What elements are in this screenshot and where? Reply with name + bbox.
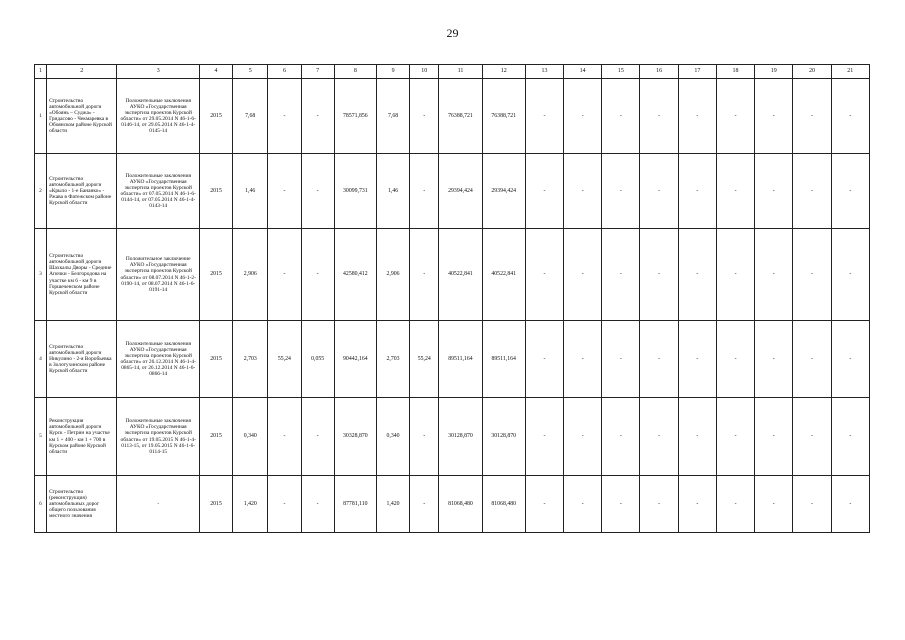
value-cell: 81068,480 bbox=[482, 476, 525, 533]
column-number-cell: 11 bbox=[439, 65, 482, 79]
value-cell: 2015 bbox=[199, 321, 232, 398]
value-cell: 0,340 bbox=[233, 398, 268, 476]
value-cell: - bbox=[564, 154, 602, 229]
expertise-conclusion-cell: - bbox=[117, 476, 199, 533]
column-number-cell: 5 bbox=[233, 65, 268, 79]
value-cell: 2,906 bbox=[233, 229, 268, 321]
expertise-conclusion-cell: Положительные заключения АУКО «Государственная экспертиза проектов Курской области» от 19.05.2015 N 46-1-4-0113-15, от 19.05.2015 N 46-1-6-0114-15 bbox=[117, 398, 199, 476]
project-name-cell: Строительство автомобильной дороги «Крыло - 1-е Бананко» - Ржава в Фатежском районе Курской области bbox=[47, 154, 117, 229]
column-number-cell: 9 bbox=[376, 65, 409, 79]
value-cell: - bbox=[793, 79, 831, 154]
value-cell: 2015 bbox=[199, 79, 232, 154]
value-cell: 2,906 bbox=[376, 229, 409, 321]
project-name-cell: Строительство автомобильной дороги «Обоянь – Суджа» - Гридасово - Чекмаревка в Обоянском районе Курской области bbox=[47, 79, 117, 154]
row-number-cell: 3 bbox=[35, 229, 47, 321]
column-number-cell: 1 bbox=[35, 65, 47, 79]
value-cell: - bbox=[602, 79, 640, 154]
expertise-conclusion-cell: Положительные заключения АУКО «Государственная экспертиза проектов Курской области» от 29.05.2014 N 46-1-6-0146-14, от 29.05.2014 N 46-1-4-0145-14 bbox=[117, 79, 199, 154]
value-cell: - bbox=[640, 79, 678, 154]
row-number-cell: 5 bbox=[35, 398, 47, 476]
value-cell: 89511,164 bbox=[482, 321, 525, 398]
value-cell: 78571,856 bbox=[334, 79, 376, 154]
value-cell: 7,68 bbox=[376, 79, 409, 154]
value-cell: - bbox=[602, 154, 640, 229]
value-cell: - bbox=[301, 79, 334, 154]
value-cell: 76388,721 bbox=[439, 79, 482, 154]
value-cell: 89511,164 bbox=[439, 321, 482, 398]
value-cell: - bbox=[678, 229, 716, 321]
value-cell: 42580,412 bbox=[334, 229, 376, 321]
value-cell: - bbox=[831, 476, 869, 533]
value-cell: 30328,870 bbox=[334, 398, 376, 476]
value-cell: 87781,110 bbox=[334, 476, 376, 533]
value-cell: 2015 bbox=[199, 398, 232, 476]
column-number-cell: 15 bbox=[602, 65, 640, 79]
value-cell: - bbox=[410, 154, 439, 229]
column-number-cell: 19 bbox=[755, 65, 793, 79]
project-name-cell: Реконструкция автомобильной дороги Курск - Петрин на участке км 1 + 400 - км 1 + 700 в Курском районе Курской области bbox=[47, 398, 117, 476]
column-number-cell: 17 bbox=[678, 65, 716, 79]
value-cell: 1,46 bbox=[376, 154, 409, 229]
value-cell: - bbox=[410, 476, 439, 533]
value-cell: - bbox=[831, 398, 869, 476]
column-number-cell: 8 bbox=[334, 65, 376, 79]
value-cell: - bbox=[716, 476, 754, 533]
column-number-cell: 3 bbox=[117, 65, 199, 79]
expertise-conclusion-cell: Положительное заключение АУКО «Государственная экспертиза проектов Курской области» от 08.07.2014 N 46-1-2-0190-14, от 08.07.2014 N 46-1-6-0191-14 bbox=[117, 229, 199, 321]
value-cell: 30128,870 bbox=[482, 398, 525, 476]
value-cell: - bbox=[640, 321, 678, 398]
value-cell: - bbox=[525, 398, 563, 476]
value-cell: - bbox=[716, 398, 754, 476]
value-cell: - bbox=[301, 398, 334, 476]
value-cell: - bbox=[525, 476, 563, 533]
project-name-cell: Строительство автомобильной дороги Никулино - 2-я Воробьевка в Золотухинском районе Курской области bbox=[47, 321, 117, 398]
column-number-cell: 6 bbox=[268, 65, 301, 79]
value-cell: 55,24 bbox=[268, 321, 301, 398]
value-cell: - bbox=[678, 398, 716, 476]
value-cell: - bbox=[831, 321, 869, 398]
value-cell: - bbox=[602, 321, 640, 398]
value-cell: - bbox=[410, 229, 439, 321]
table-row bbox=[35, 398, 870, 476]
column-number-cell: 20 bbox=[793, 65, 831, 79]
value-cell: - bbox=[640, 476, 678, 533]
value-cell: 2,703 bbox=[233, 321, 268, 398]
value-cell: - bbox=[831, 79, 869, 154]
value-cell: - bbox=[793, 476, 831, 533]
value-cell: - bbox=[301, 476, 334, 533]
table-row bbox=[35, 229, 870, 321]
value-cell: 90442,164 bbox=[334, 321, 376, 398]
value-cell: - bbox=[831, 154, 869, 229]
value-cell: 2015 bbox=[199, 476, 232, 533]
value-cell: 2,703 bbox=[376, 321, 409, 398]
value-cell: 40522,841 bbox=[482, 229, 525, 321]
value-cell: 29394,424 bbox=[482, 154, 525, 229]
value-cell: - bbox=[755, 229, 793, 321]
value-cell: 29394,424 bbox=[439, 154, 482, 229]
value-cell: 0,340 bbox=[376, 398, 409, 476]
value-cell: - bbox=[268, 79, 301, 154]
value-cell: - bbox=[602, 398, 640, 476]
value-cell: - bbox=[793, 154, 831, 229]
row-number-cell: 2 bbox=[35, 154, 47, 229]
value-cell: - bbox=[268, 398, 301, 476]
project-name-cell: Строительство (реконструкция) автомобильных дорог общего пользования местного значения bbox=[47, 476, 117, 533]
value-cell: - bbox=[678, 476, 716, 533]
value-cell: - bbox=[716, 154, 754, 229]
value-cell: - bbox=[564, 79, 602, 154]
value-cell: - bbox=[793, 229, 831, 321]
value-cell: - bbox=[602, 476, 640, 533]
value-cell: 2015 bbox=[199, 229, 232, 321]
value-cell: - bbox=[640, 398, 678, 476]
value-cell: - bbox=[678, 321, 716, 398]
value-cell: - bbox=[678, 79, 716, 154]
value-cell: - bbox=[525, 229, 563, 321]
value-cell: 55,24 bbox=[410, 321, 439, 398]
value-cell: - bbox=[716, 79, 754, 154]
value-cell: - bbox=[268, 229, 301, 321]
value-cell: - bbox=[716, 229, 754, 321]
row-number-cell: 4 bbox=[35, 321, 47, 398]
table-row bbox=[35, 154, 870, 229]
column-number-cell: 2 bbox=[47, 65, 117, 79]
expertise-conclusion-cell: Положительные заключения АУКО «Государственная экспертиза проектов Курской области» от 07.05.2014 N 46-1-6-0144-14, от 07.05.2014 N 46-1-4-0143-14 bbox=[117, 154, 199, 229]
column-number-cell: 14 bbox=[564, 65, 602, 79]
value-cell: 30128,870 bbox=[439, 398, 482, 476]
value-cell: 81068,480 bbox=[439, 476, 482, 533]
page-number: 29 bbox=[446, 26, 459, 40]
value-cell: - bbox=[525, 321, 563, 398]
project-name-cell: Строительство автомобильной дороги Шахкалы Дворы - Средние Апочки - Белгородова на участке км 6 - км 9 в Горшеченском районе Курской области bbox=[47, 229, 117, 321]
table-row bbox=[35, 79, 870, 154]
value-cell: - bbox=[640, 154, 678, 229]
value-cell: - bbox=[564, 398, 602, 476]
value-cell: - bbox=[525, 79, 563, 154]
column-number-cell: 4 bbox=[199, 65, 232, 79]
column-number-cell: 13 bbox=[525, 65, 563, 79]
value-cell: - bbox=[564, 321, 602, 398]
value-cell: - bbox=[755, 476, 793, 533]
value-cell: 1,420 bbox=[376, 476, 409, 533]
value-cell: - bbox=[755, 154, 793, 229]
value-cell: - bbox=[755, 398, 793, 476]
value-cell: 7,68 bbox=[233, 79, 268, 154]
value-cell: 1,46 bbox=[233, 154, 268, 229]
value-cell: - bbox=[564, 229, 602, 321]
value-cell: - bbox=[602, 229, 640, 321]
table-row bbox=[35, 476, 870, 533]
column-number-cell: 10 bbox=[410, 65, 439, 79]
column-number-cell: 18 bbox=[716, 65, 754, 79]
value-cell: - bbox=[268, 154, 301, 229]
value-cell: - bbox=[564, 476, 602, 533]
column-number-row bbox=[35, 65, 870, 79]
row-number-cell: 6 bbox=[35, 476, 47, 533]
row-number-cell: 1 bbox=[35, 79, 47, 154]
column-number-cell: 21 bbox=[831, 65, 869, 79]
value-cell: - bbox=[755, 321, 793, 398]
data-table bbox=[34, 64, 870, 533]
value-cell: - bbox=[410, 79, 439, 154]
value-cell: - bbox=[301, 229, 334, 321]
value-cell: - bbox=[716, 321, 754, 398]
value-cell: 30099,731 bbox=[334, 154, 376, 229]
value-cell: 0,055 bbox=[301, 321, 334, 398]
table-row bbox=[35, 321, 870, 398]
value-cell: - bbox=[793, 398, 831, 476]
value-cell: - bbox=[793, 321, 831, 398]
value-cell: - bbox=[525, 154, 563, 229]
expertise-conclusion-cell: Положительные заключения АУКО «Государственная экспертиза проектов Курской области» от 26.12.2014 N 46-1-4-0865-14, от 26.12.2014 N 46-1-6-0866-14 bbox=[117, 321, 199, 398]
value-cell: - bbox=[410, 398, 439, 476]
value-cell: - bbox=[268, 476, 301, 533]
column-number-cell: 16 bbox=[640, 65, 678, 79]
value-cell: - bbox=[301, 154, 334, 229]
value-cell: - bbox=[640, 229, 678, 321]
value-cell: 76388,721 bbox=[482, 79, 525, 154]
value-cell: - bbox=[831, 229, 869, 321]
column-number-cell: 7 bbox=[301, 65, 334, 79]
value-cell: 40522,841 bbox=[439, 229, 482, 321]
value-cell: 1,420 bbox=[233, 476, 268, 533]
column-number-cell: 12 bbox=[482, 65, 525, 79]
value-cell: - bbox=[755, 79, 793, 154]
value-cell: 2015 bbox=[199, 154, 232, 229]
value-cell: - bbox=[678, 154, 716, 229]
